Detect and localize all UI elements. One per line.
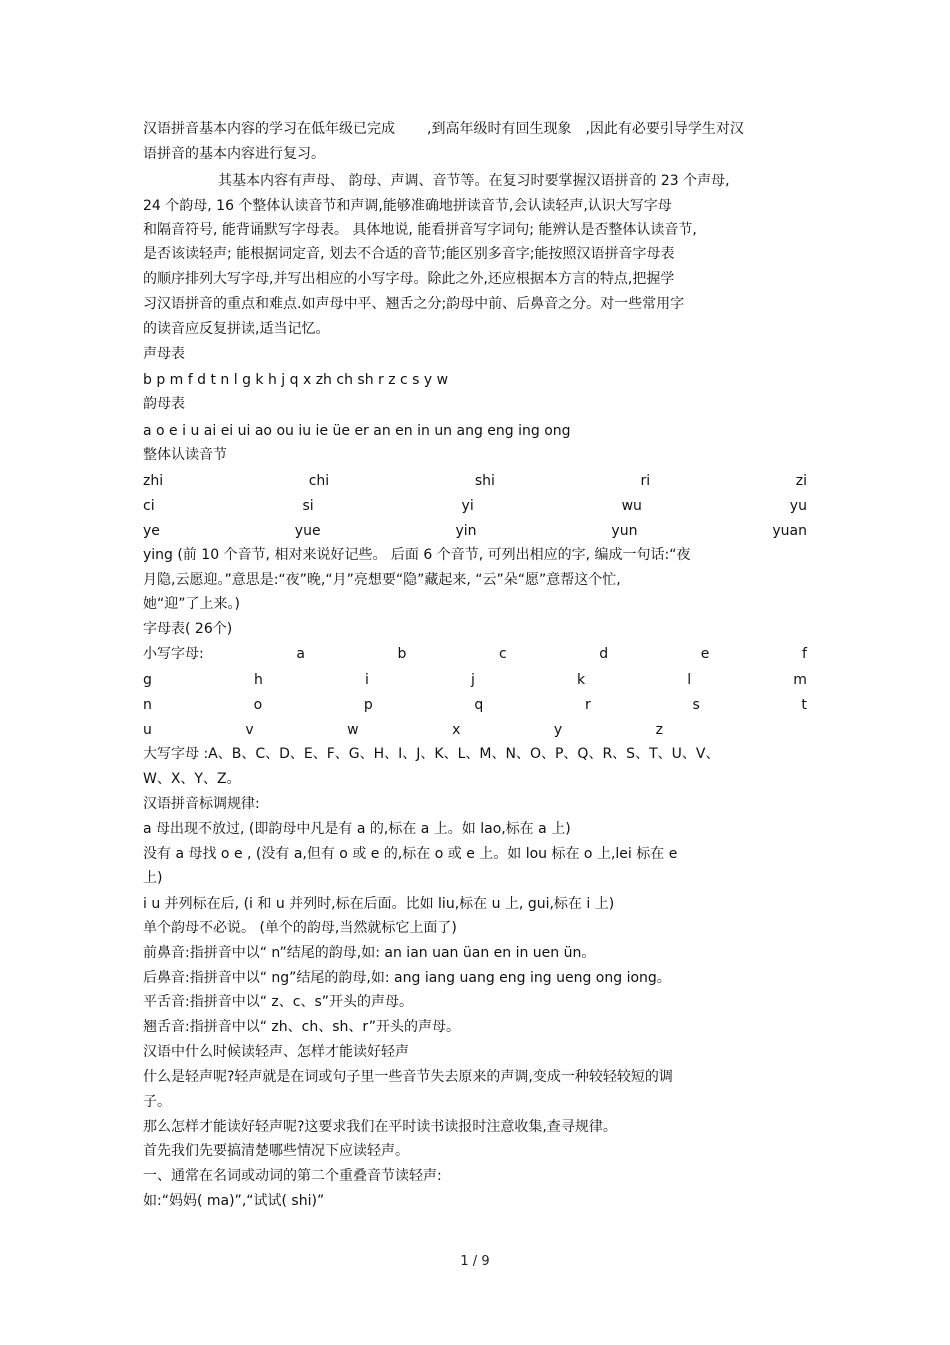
- yunmu-heading: 韵母表: [143, 396, 185, 412]
- biaodiao-rule-3: i u 并列标在后, (i 和 u 并列时,标在后面。比如 liu,标在 u 上, gui,标在 i 上): [143, 896, 615, 912]
- ying-line-3: 她“迎”了上来。): [143, 596, 240, 612]
- syllable: ri: [640, 473, 651, 489]
- letter: q: [474, 697, 484, 713]
- qingsheng-p5: 如:“妈妈( ma)”,“试试( shi)”: [143, 1193, 325, 1209]
- intro-line-9: 的读音应反复拼读,适当记忆。: [143, 321, 330, 337]
- shengmu-heading: 声母表: [143, 346, 185, 362]
- syllable: yin: [455, 523, 477, 539]
- syllable: yun: [611, 523, 638, 539]
- syllable: ye: [143, 523, 160, 539]
- intro-line-5: 和隔音符号, 能背诵默写字母表。 具体地说, 能看拼音写字词句; 能辨认是否整体认读音节,: [143, 222, 697, 238]
- letter: a: [296, 646, 305, 662]
- biaodiao-rule-2: 没有 a 母找 o e , (没有 a,但有 o 或 e 的,标在 o 或 e 上。如 lou 标在 o 上,lei 标在 e: [143, 846, 678, 862]
- intro-line-6: 是否该读轻声; 能根据词定音, 划去不合适的音节;能区别多音字;能按照汉语拼音字母表: [143, 246, 675, 262]
- letter: m: [793, 672, 807, 688]
- intro-line-8: 习汉语拼音的重点和难点.如声母中平、翘舌之分;韵母中前、后鼻音之分。对一些常用字: [143, 296, 685, 312]
- syllable: yu: [789, 498, 807, 514]
- biaodiao-rule-4: 单个韵母不必说。 (单个的韵母,当然就标它上面了): [143, 920, 457, 936]
- qingsheng-p1a: 什么是轻声呢?轻声就是在词或句子里一些音节失去原来的声调,变成一种较轻较短的调: [143, 1069, 673, 1085]
- intro-line-2: 语拼音的基本内容进行复习。: [143, 146, 325, 162]
- lower-label: 小写字母:: [143, 646, 204, 662]
- qiaosheyin-line: 翘舌音:指拼音中以“ zh、ch、sh、r”开头的声母。: [143, 1019, 460, 1035]
- biaodiao-heading: 汉语拼音标调规律:: [143, 796, 260, 812]
- qingsheng-p2: 那么怎样才能读好轻声呢?这要求我们在平时读书读报时注意收集,查寻规律。: [143, 1119, 617, 1135]
- zimu-heading: 字母表( 26个): [143, 621, 233, 637]
- qianbiyin-line: 前鼻音:指拼音中以“ n”结尾的韵母,如: an ian uan üan en in uen ün。: [143, 945, 596, 961]
- letter: y: [553, 722, 563, 738]
- letter: k: [577, 672, 586, 688]
- letter: z: [655, 722, 663, 738]
- shengmu-letters: b p m f d t n l g k h j q x zh ch sh r z c s y w: [143, 372, 449, 388]
- letter: i: [365, 672, 369, 688]
- syllable: ci: [143, 498, 155, 514]
- letter: f: [801, 646, 807, 662]
- zhengti-row-2: [143, 497, 807, 515]
- qingsheng-heading: 汉语中什么时候读轻声、怎样才能读好轻声: [143, 1044, 409, 1060]
- intro-line-1c: ,因此有必要引导学生对汉: [585, 121, 744, 137]
- zimu-row-3: [143, 696, 807, 714]
- ying-line-1: ying (前 10 个音节, 相对来说好记些。 后面 6 个音节, 可列出相应的字, 编成一句话:“夜: [143, 547, 691, 563]
- letter: n: [143, 697, 152, 713]
- zimu-row-1: [143, 645, 807, 663]
- biaodiao-rule-2b: 上): [143, 870, 163, 886]
- intro-line-1a: 汉语拼音基本内容的学习在低年级已完成: [143, 121, 395, 137]
- intro-line-1: [143, 120, 744, 138]
- syllable: zhi: [143, 473, 164, 489]
- letter: o: [253, 697, 263, 713]
- upper-line-2: W、X、Y、Z。: [143, 771, 241, 787]
- intro-line-3: 其基本内容有声母、 韵母、声调、音节等。在复习时要掌握汉语拼音的 23 个声母,: [218, 173, 730, 189]
- zhengti-row-1: [143, 472, 807, 490]
- letter: x: [452, 722, 461, 738]
- letter: s: [692, 697, 700, 713]
- qingsheng-p3: 首先我们先要搞清楚哪些情况下应读轻声。: [143, 1143, 409, 1159]
- letter: j: [471, 672, 475, 688]
- letter: b: [397, 646, 407, 662]
- zhengti-row-3: [143, 522, 807, 540]
- letter: v: [245, 722, 254, 738]
- letter: c: [498, 646, 507, 662]
- syllable: chi: [308, 473, 330, 489]
- syllable: shi: [474, 473, 495, 489]
- letter: h: [254, 672, 263, 688]
- letter: e: [700, 646, 710, 662]
- page-number: 1 / 9: [460, 1254, 490, 1269]
- houbiyin-line: 后鼻音:指拼音中以“ ng”结尾的韵母,如: ang iang uang eng ing ueng ong iong。: [143, 970, 671, 986]
- biaodiao-rule-1: a 母出现不放过, (即韵母中凡是有 a 的,标在 a 上。如 lao,标在 a 上): [143, 821, 571, 837]
- letter: r: [584, 697, 591, 713]
- syllable: wu: [621, 498, 642, 514]
- letter: t: [801, 697, 807, 713]
- syllable: yuan: [772, 523, 807, 539]
- intro-line-7: 的顺序排列大写字母,并写出相应的小写字母。除此之外,还应根据本方言的特点,把握学: [143, 271, 675, 287]
- pingsheyin-line: 平舌音:指拼音中以“ z、c、s”开头的声母。: [143, 994, 414, 1010]
- ying-line-2: 月隐,云愿迎。”意思是:“夜”晚,“月”亮想要“隐”藏起来, “云”朵“愿”意帮这个忙,: [143, 572, 621, 588]
- syllable: zi: [795, 473, 807, 489]
- intro-line-1b: ,到高年级时有回生现象: [427, 121, 572, 137]
- qingsheng-p1b: 子。: [143, 1094, 171, 1110]
- letter: l: [687, 672, 692, 688]
- qingsheng-p4: 一、通常在名词或动词的第二个重叠音节读轻声:: [143, 1168, 442, 1184]
- syllable: si: [302, 498, 314, 514]
- letter: p: [363, 697, 373, 713]
- syllable: yue: [294, 523, 321, 539]
- zimu-row-2: [143, 671, 807, 689]
- letter: g: [143, 672, 152, 688]
- letter: d: [599, 646, 609, 662]
- intro-line-4: 24 个韵母, 16 个整体认读音节和声调,能够准确地拼读音节,会认读轻声,认识大写字母: [143, 198, 672, 214]
- zhengti-heading: 整体认读音节: [143, 447, 227, 463]
- syllable: yi: [461, 498, 474, 514]
- letter: u: [143, 722, 152, 738]
- zimu-row-4: [143, 721, 663, 739]
- letter: w: [347, 722, 359, 738]
- yunmu-letters: a o e i u ai ei ui ao ou iu ie üe er an en in un ang eng ing ong: [143, 423, 571, 439]
- upper-line-1: 大写字母 :A、B、C、D、E、F、G、H、I、J、K、L、M、N、O、P、Q、R、S、T、U、V、: [143, 746, 720, 762]
